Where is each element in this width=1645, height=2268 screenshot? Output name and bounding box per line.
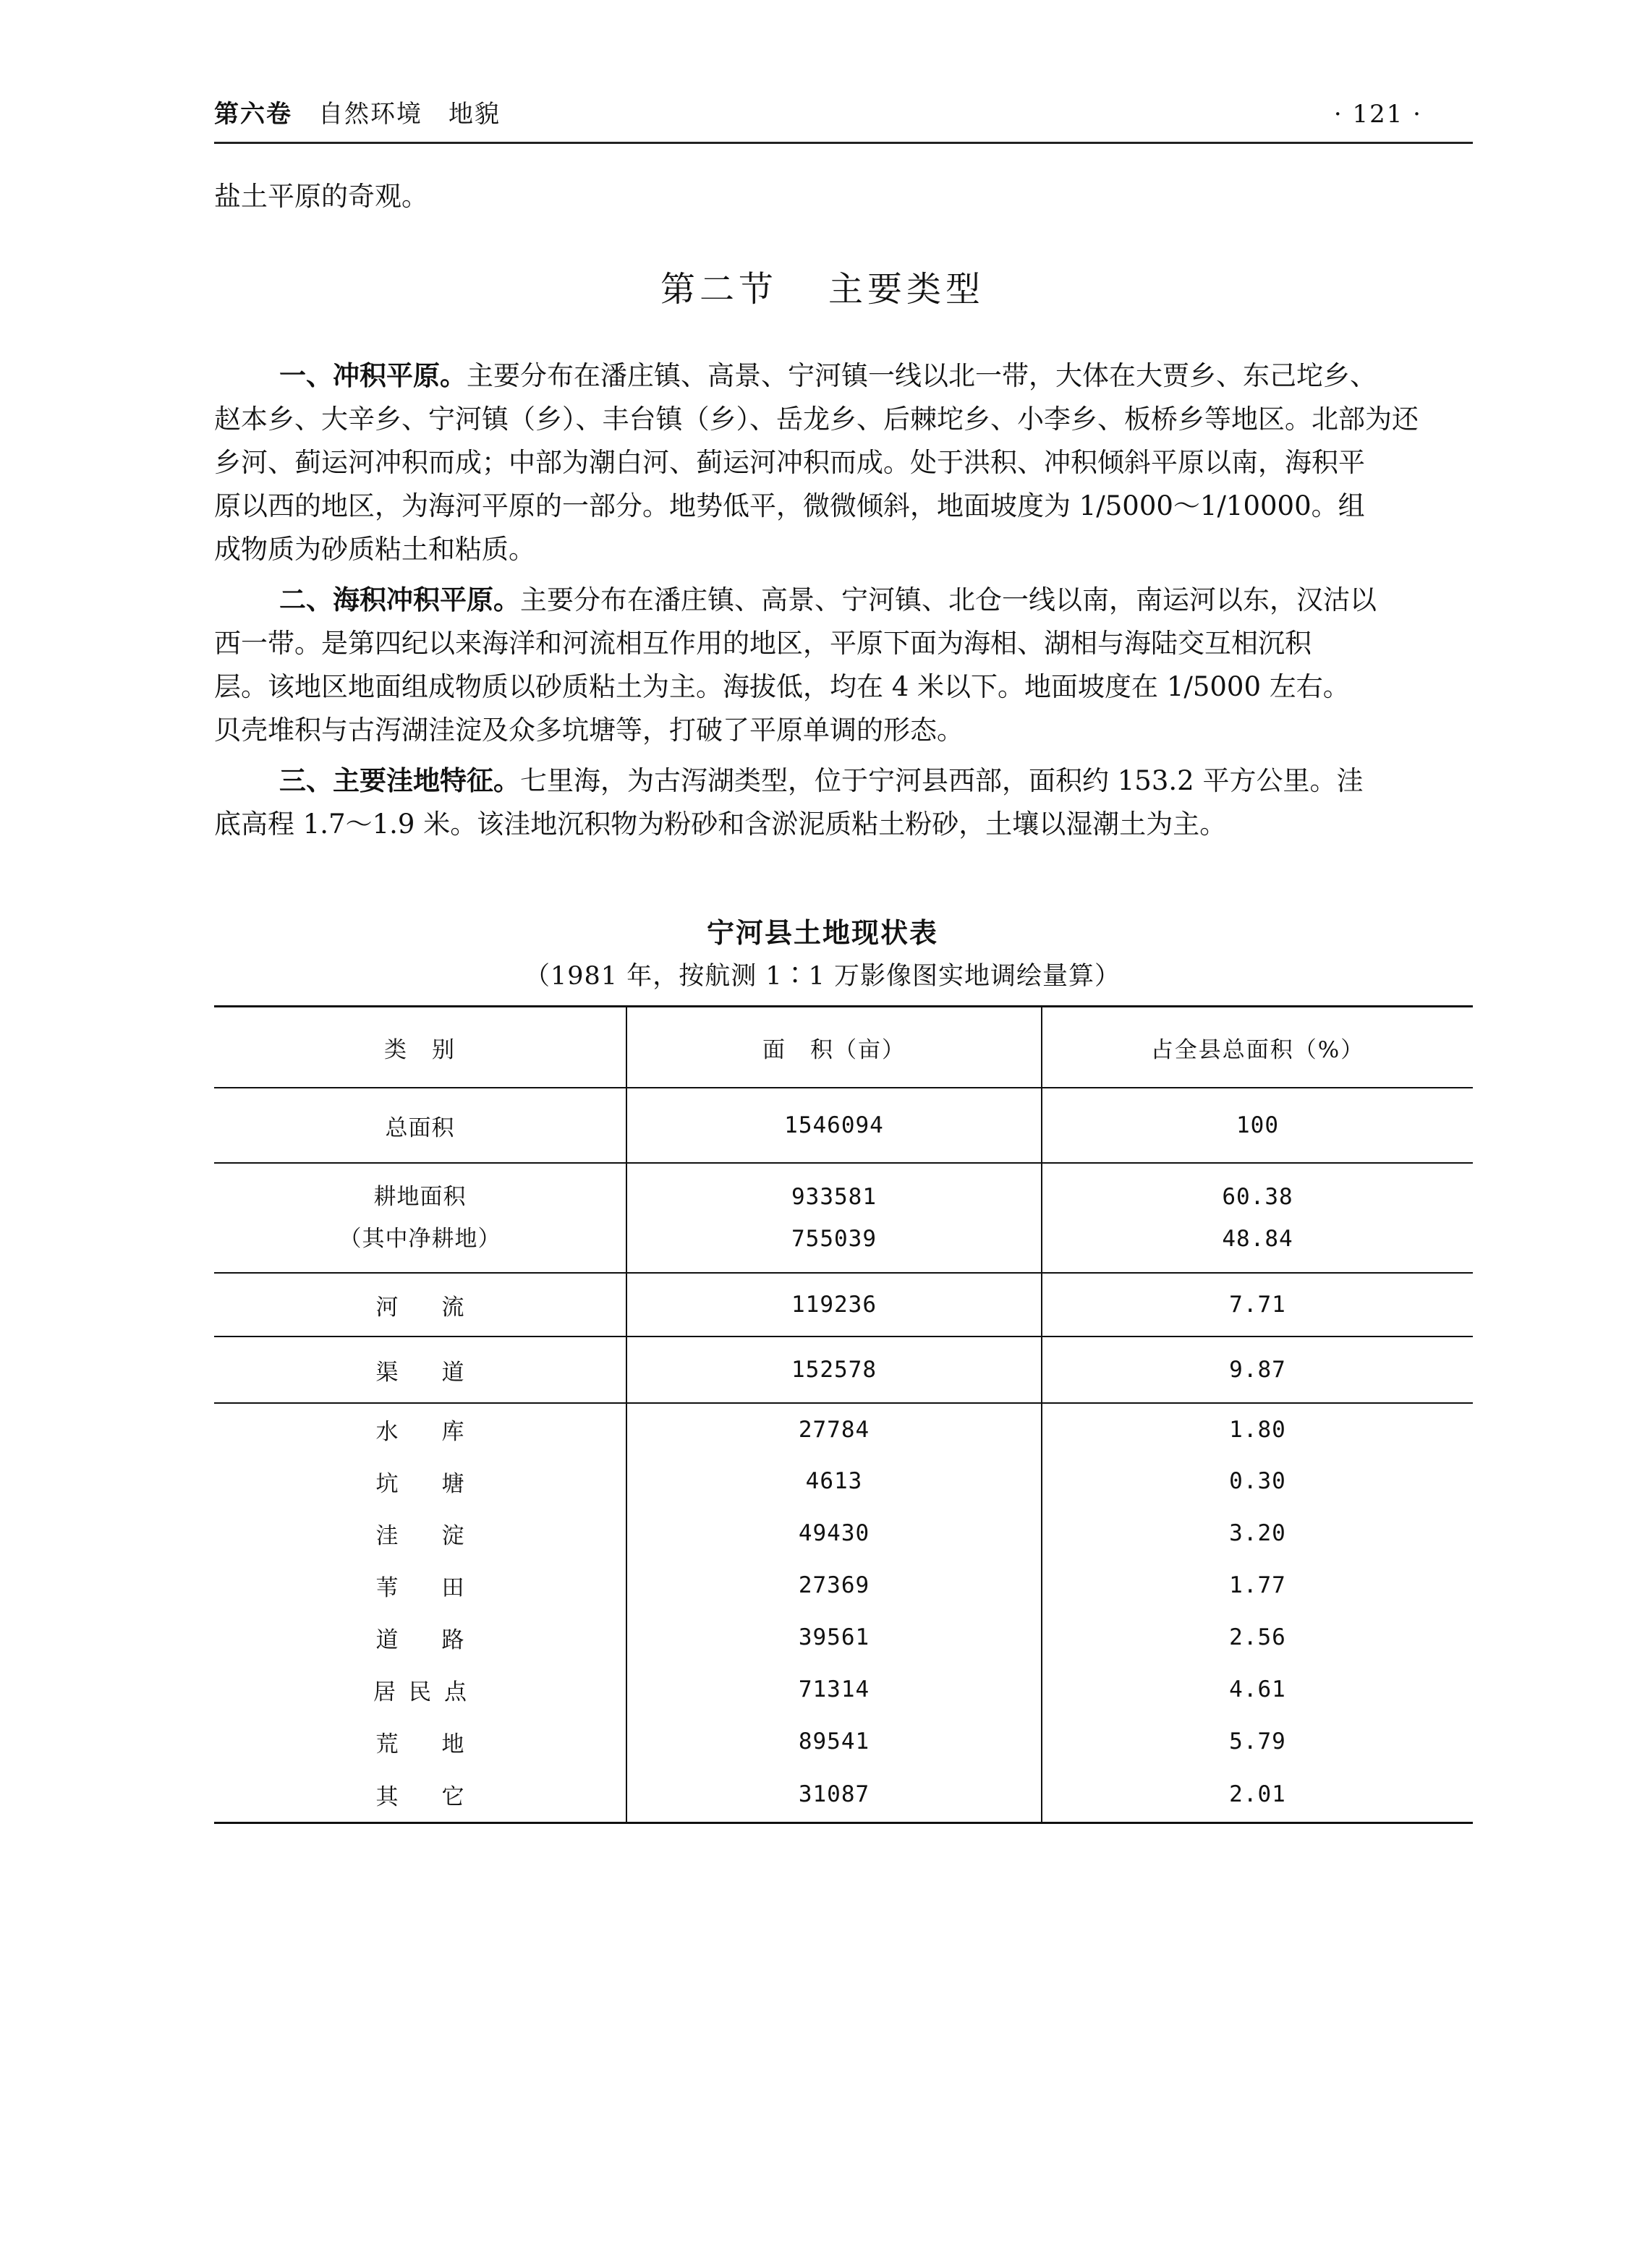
- land-status-table: [214, 1005, 1473, 1824]
- row-area: 152578: [626, 1336, 1042, 1403]
- header-area: 面 积（亩）: [626, 1007, 1042, 1088]
- row-area: 1546094: [626, 1088, 1042, 1163]
- row-percent: 9.87: [1042, 1336, 1473, 1403]
- paragraph-1-line-5: 成物质为砂质粘土和粘质。: [214, 534, 535, 565]
- section-title: [0, 260, 1645, 318]
- row-percent: 2.01: [1042, 1768, 1473, 1822]
- row-area: 119236: [626, 1273, 1042, 1336]
- header-rule: [214, 142, 1473, 144]
- row-percent: 3.20: [1042, 1507, 1473, 1559]
- paragraph-3-line-2: 底高程 1.7～1.9 米。该洼地沉积物为粉砂和含淤泥质粘土粉砂，土壤以湿潮土为主。: [214, 809, 1227, 840]
- table-header-row: [214, 1007, 1473, 1088]
- paragraph-1-lead: 一、冲积平原。: [279, 360, 467, 391]
- row-percent: 4.61: [1042, 1663, 1473, 1715]
- row-area: 39561: [626, 1611, 1042, 1663]
- row-area: 31087: [626, 1768, 1042, 1822]
- header-percent: 占全县总面积（%）: [1042, 1007, 1473, 1088]
- row-percent: 60.38 48.84: [1042, 1163, 1473, 1273]
- row-area: 933581 755039: [626, 1163, 1042, 1273]
- row-category: 道路: [214, 1611, 626, 1663]
- paragraph-1-line-3: 乡河、蓟运河冲积而成；中部为潮白河、蓟运河冲积而成。处于洪积、冲积倾斜平原以南，海积平: [214, 447, 1365, 478]
- paragraph-2-line-1: 二、海积冲积平原。主要分布在潘庄镇、高景、宁河镇、北仓一线以南，南运河以东，汉沽以: [279, 584, 1377, 615]
- volume-label: 第六卷: [214, 100, 292, 129]
- paragraph-1-line-1: 一、冲积平原。主要分布在潘庄镇、高景、宁河镇一线以北一带，大体在大贾乡、东己坨乡、: [279, 360, 1377, 391]
- table-row: [214, 1611, 1473, 1663]
- row-category: 居民点: [214, 1663, 626, 1715]
- row-category: 渠道: [214, 1336, 626, 1403]
- row-percent: 0.30: [1042, 1455, 1473, 1507]
- paragraph-2-line-2: 西一带。是第四纪以来海洋和河流相互作用的地区，平原下面为海相、湖相与海陆交互相沉积: [214, 628, 1312, 659]
- section-title-number: 第二节: [660, 269, 778, 310]
- page-number: · 121 ·: [1333, 100, 1422, 129]
- paragraph-2-line-3: 层。该地区地面组成物质以砂质粘土为主。海拔低，均在 4 米以下。地面坡度在 1/5000 左右。: [214, 671, 1350, 702]
- continuation-text: 盐土平原的奇观。: [214, 181, 428, 212]
- row-area: 49430: [626, 1507, 1042, 1559]
- row-area: 4613: [626, 1455, 1042, 1507]
- row-area: 27784: [626, 1403, 1042, 1455]
- table-row: [214, 1559, 1473, 1611]
- paragraph-1-line-4: 原以西的地区，为海河平原的一部分。地势低平，微微倾斜，地面坡度为 1/5000～1/10000。组: [214, 490, 1365, 521]
- table-row: [214, 1663, 1473, 1715]
- row-category: 耕地面积 （其中净耕地）: [214, 1163, 626, 1273]
- row-category: 洼淀: [214, 1507, 626, 1559]
- paragraph-1-line-2: 赵本乡、大辛乡、宁河镇（乡）、丰台镇（乡）、岳龙乡、后棘坨乡、小李乡、板桥乡等地区。北部为还: [214, 404, 1419, 435]
- table-row: [214, 1403, 1473, 1455]
- section-title-text: 主要类型: [828, 269, 985, 310]
- table-row: [214, 1273, 1473, 1336]
- table-note: （1981 年，按航测 1∶1 万影像图实地调绘量算）: [524, 962, 1121, 991]
- row-percent: 1.80: [1042, 1403, 1473, 1455]
- row-category: 河流: [214, 1273, 626, 1336]
- paragraph-3-lead: 三、主要洼地特征。: [279, 765, 520, 796]
- table-row: [214, 1336, 1473, 1403]
- row-area: 27369: [626, 1559, 1042, 1611]
- table-row: [214, 1088, 1473, 1163]
- table-row: [214, 1715, 1473, 1768]
- row-category: 其它: [214, 1768, 626, 1822]
- row-category: 坑塘: [214, 1455, 626, 1507]
- header-category: 类 别: [214, 1007, 626, 1088]
- table-title: 宁河县土地现状表: [706, 917, 938, 949]
- row-area: 71314: [626, 1663, 1042, 1715]
- row-category: 总面积: [214, 1088, 626, 1163]
- table-row: [214, 1163, 1473, 1273]
- running-header: [214, 93, 1473, 136]
- row-category: 荒地: [214, 1715, 626, 1768]
- table-row: [214, 1455, 1473, 1507]
- row-percent: 7.71: [1042, 1273, 1473, 1336]
- row-percent: 100: [1042, 1088, 1473, 1163]
- table-row: [214, 1768, 1473, 1822]
- row-percent: 1.77: [1042, 1559, 1473, 1611]
- row-percent: 5.79: [1042, 1715, 1473, 1768]
- paragraph-3-line-1: 三、主要洼地特征。七里海，为古泻湖类型，位于宁河县西部，面积约 153.2 平方公里。洼: [279, 765, 1364, 796]
- row-area: 89541: [626, 1715, 1042, 1768]
- paragraph-2-line-4: 贝壳堆积与古泻湖洼淀及众多坑塘等，打破了平原单调的形态。: [214, 715, 964, 746]
- section-label: 自然环境 地貌: [318, 100, 501, 129]
- row-category: 苇田: [214, 1559, 626, 1611]
- paragraph-2-lead: 二、海积冲积平原。: [279, 584, 520, 615]
- table-row: [214, 1507, 1473, 1559]
- row-category: 水库: [214, 1403, 626, 1455]
- row-percent: 2.56: [1042, 1611, 1473, 1663]
